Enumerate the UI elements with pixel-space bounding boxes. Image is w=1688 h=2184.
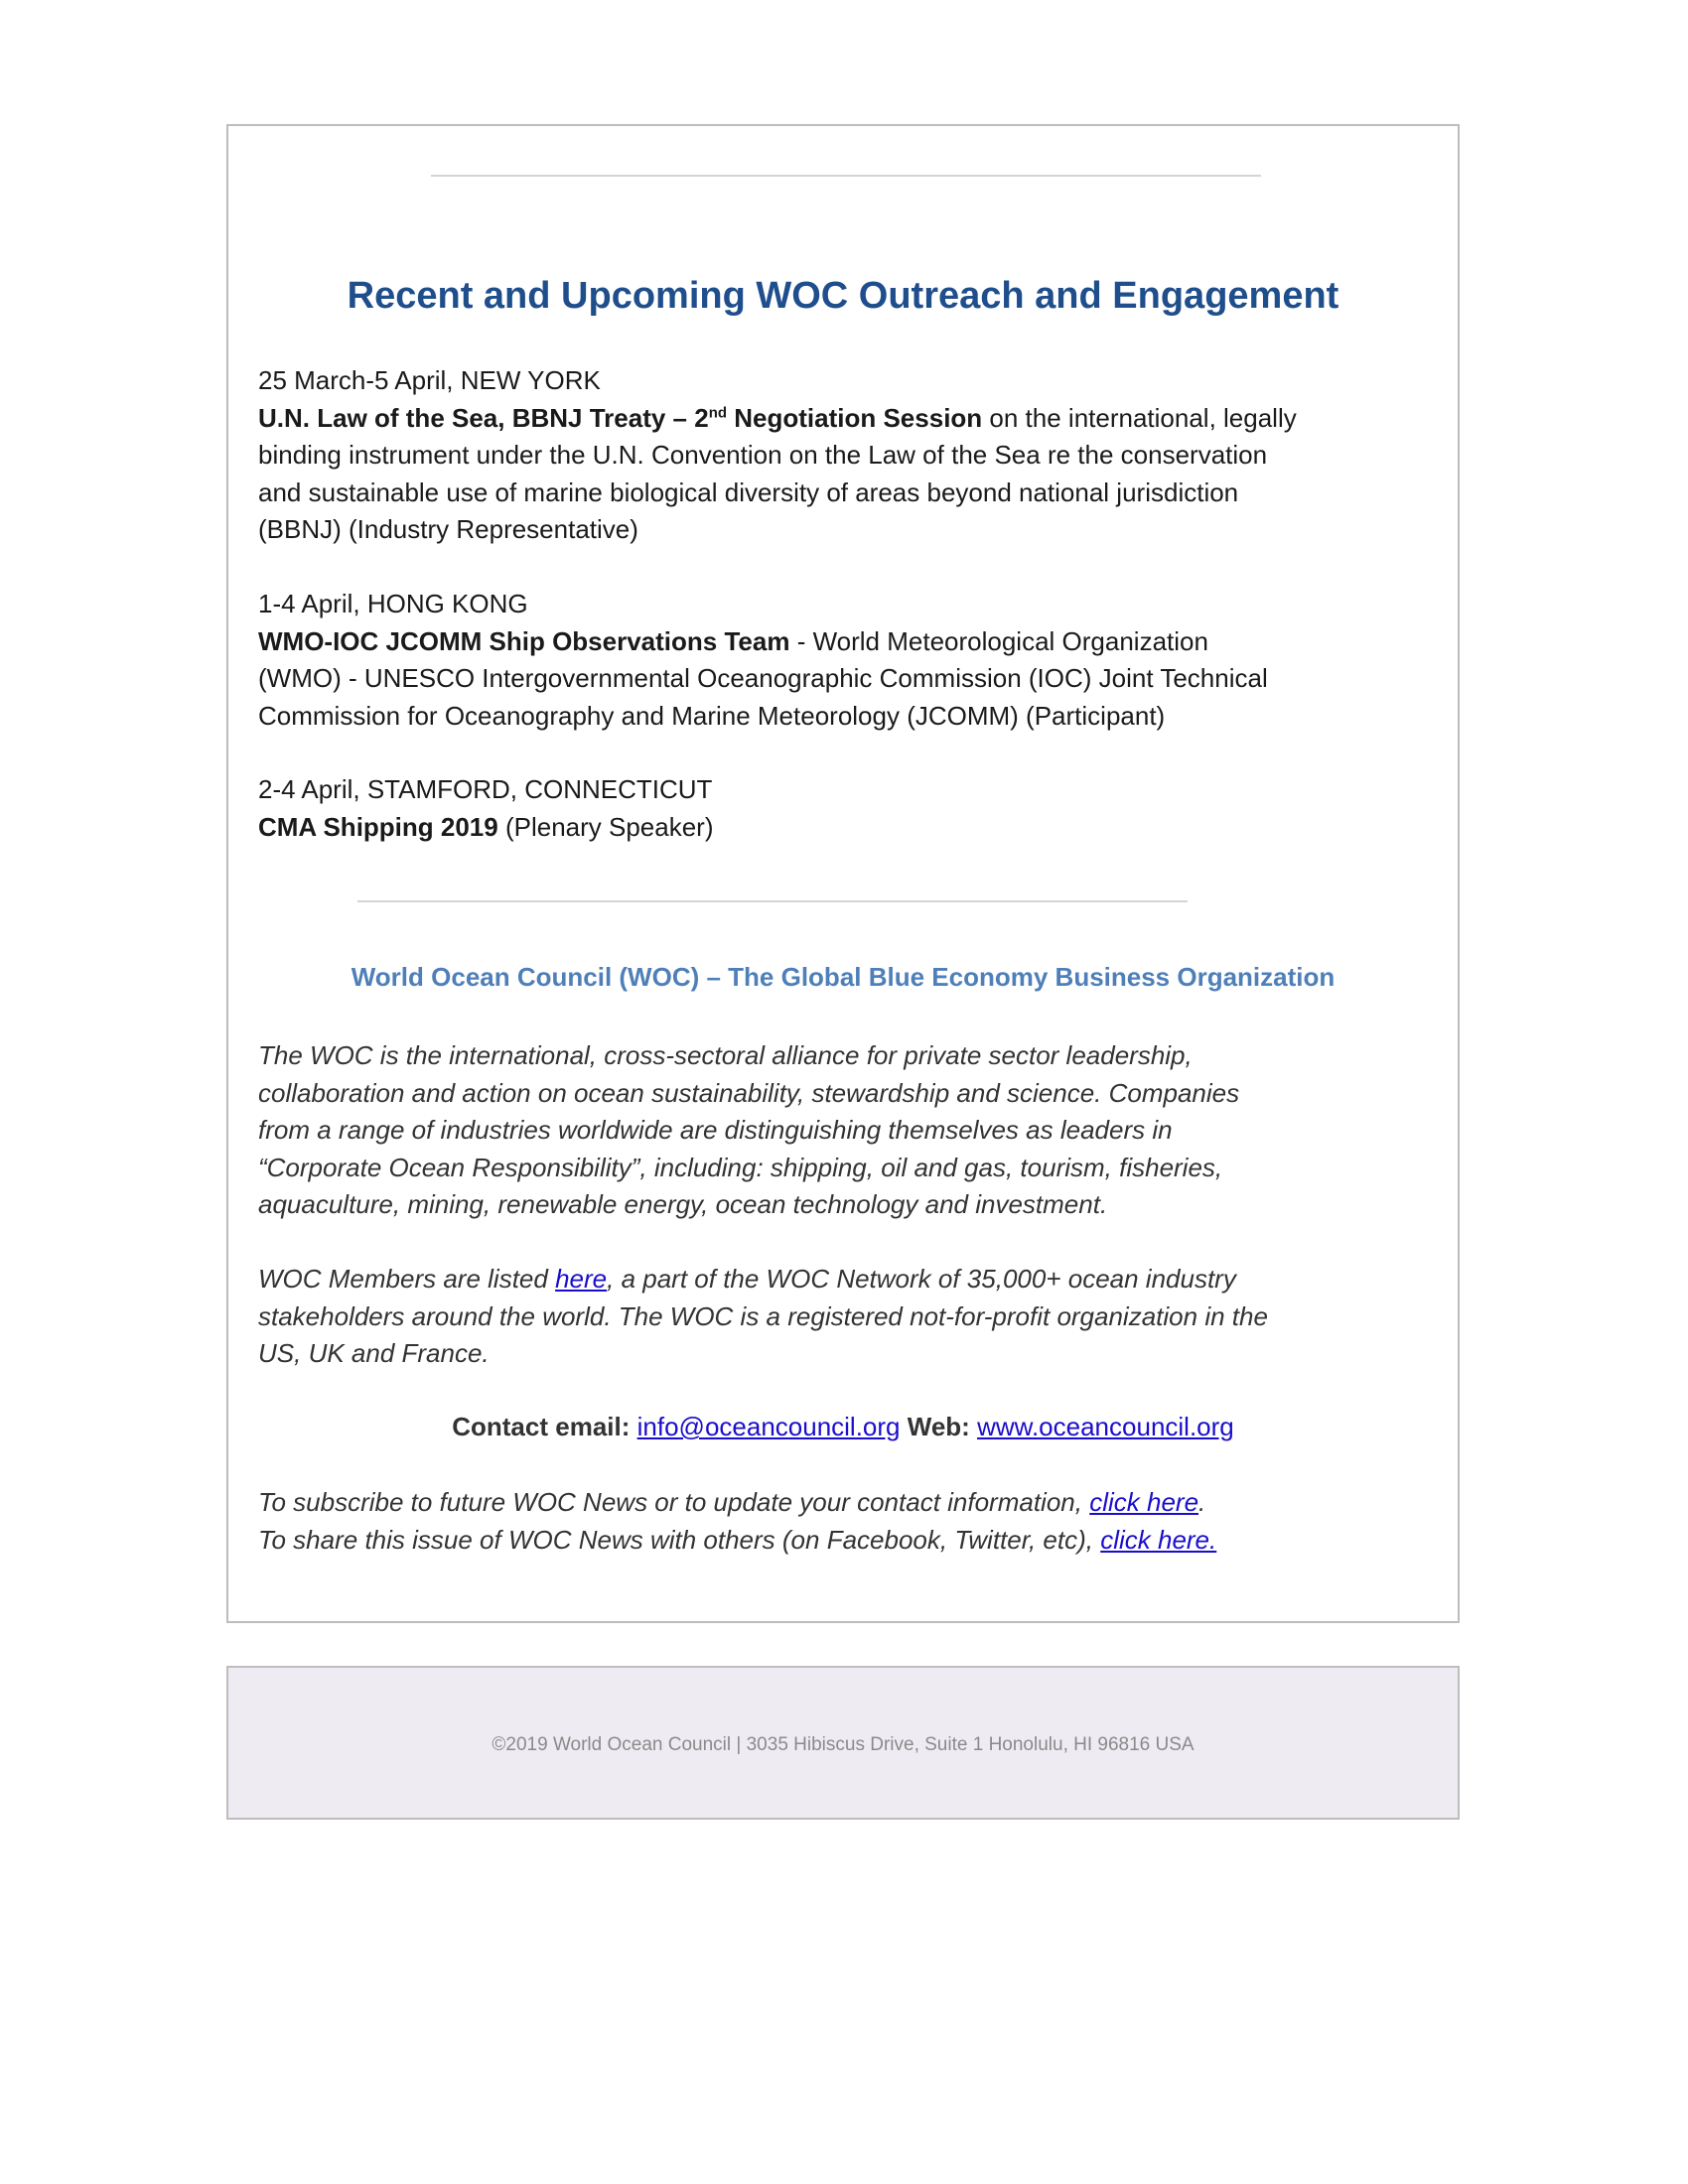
event-item	[258, 771, 1370, 846]
event-description: binding instrument under the U.N. Convention on the Law of the Sea re the conservation	[258, 440, 1268, 470]
share-link[interactable]: click here.	[1100, 1524, 1217, 1555]
contact-line	[228, 1409, 1458, 1446]
event-description: Commission for Oceanography and Marine Meteorology (JCOMM) (Participant)	[258, 700, 1166, 731]
contact-email-label: Contact email:	[452, 1412, 631, 1441]
middle-divider	[357, 900, 1188, 902]
event-description: (WMO) - UNESCO Intergovernmental Oceanographic Commission (IOC) Joint Technical	[258, 663, 1268, 693]
event-name: CMA Shipping 2019	[258, 811, 498, 842]
section-title: Recent and Upcoming WOC Outreach and Engagement	[347, 275, 1339, 317]
event-date-location: 2-4 April, STAMFORD, CONNECTICUT	[258, 774, 713, 804]
website-link[interactable]: www.oceancouncil.org	[977, 1412, 1234, 1441]
event-name: U.N. Law of the Sea, BBNJ Treaty – 2nd Negotiation Session	[258, 402, 983, 433]
top-divider	[431, 175, 1261, 177]
members-paragraph: WOC Members are listed here, a part of the WOC Network of 35,000+ ocean industry stakeholders around the world. The WOC is a registered not-for-profit organization in the US, UK and France.	[258, 1264, 1268, 1368]
event-description: and sustainable use of marine biological diversity of areas beyond national jurisdiction	[258, 477, 1239, 507]
event-item	[258, 586, 1370, 735]
about-heading: World Ocean Council (WOC) – The Global Blue Economy Business Organization	[351, 962, 1336, 992]
footer	[226, 1666, 1460, 1820]
event-item	[258, 362, 1370, 549]
event-date-location: 25 March-5 April, NEW YORK	[258, 365, 601, 395]
about-paragraph: The WOC is the international, cross-sectoral alliance for private sector leadership, collaboration and action on ocean sustainability, stewardship and science. Companies from a range of industries worldwide are distinguishing themselves as leaders in “Corporate Ocean Responsibility”, including: shipping, oil and gas, tourism, fisheries, aquaculture, mining, renewable energy, ocean technology and investment.	[258, 1040, 1240, 1219]
subscribe-link[interactable]: click here	[1089, 1487, 1199, 1517]
subscribe-paragraph: To subscribe to future WOC News or to update your contact information, click here. To share this issue of WOC News with others (on Facebook, Twitter, etc), click here.	[258, 1487, 1217, 1555]
event-name: WMO-IOC JCOMM Ship Observations Team	[258, 625, 790, 656]
web-label: Web:	[907, 1412, 970, 1441]
members-link[interactable]: here	[555, 1264, 608, 1294]
newsletter-card	[226, 124, 1460, 1623]
event-description: (BBNJ) (Industry Representative)	[258, 514, 638, 544]
event-description: - World Meteorological Organization	[789, 625, 1208, 656]
footer-copyright: ©2019 World Ocean Council | 3035 Hibiscus Drive, Suite 1 Honolulu, HI 96816 USA	[492, 1734, 1195, 1755]
event-date-location: 1-4 April, HONG KONG	[258, 589, 528, 618]
contact-email-link[interactable]: info@oceancouncil.org	[636, 1412, 901, 1441]
event-description: on the international, legally	[982, 402, 1297, 433]
event-description: (Plenary Speaker)	[497, 811, 714, 842]
